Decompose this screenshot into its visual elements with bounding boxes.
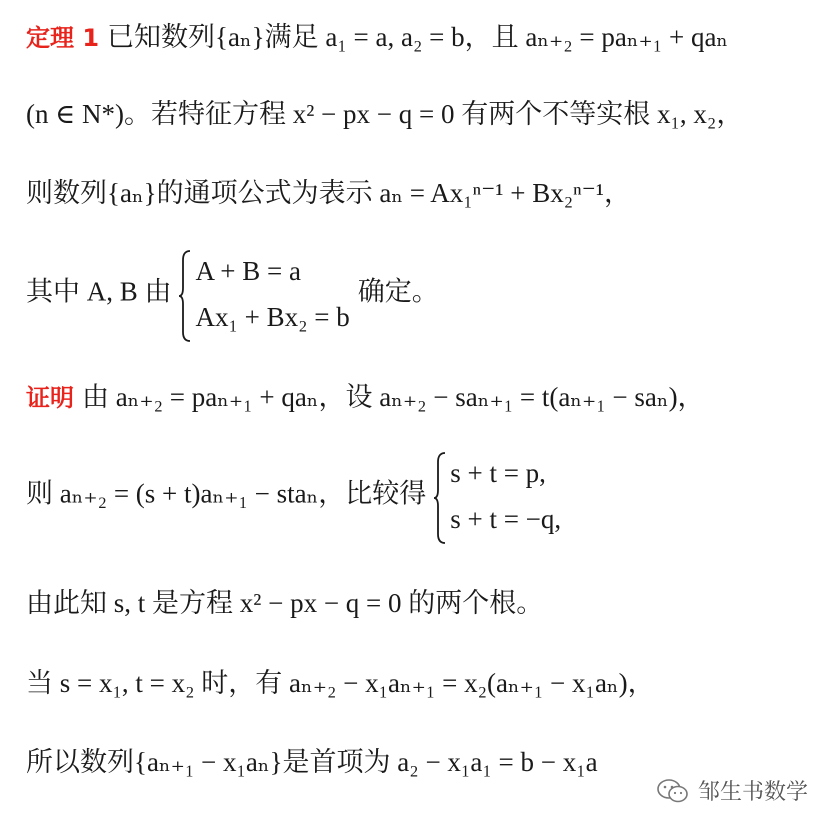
theorem-line-2 [26,97,743,132]
theorem-text-4-suffix: 确定。 [357,276,439,307]
theorem-text-3: 则数列{aₙ}的通项公式为表示 aₙ = Ax₁ⁿ⁻¹ + Bx₂ⁿ⁻¹， [26,178,631,208]
proof-text-2-prefix: 则 aₙ₊₂ = (s + t)aₙ₊₁ − staₙ，比较得 [26,478,427,509]
theorem-system-row-2: Ax₁ + Bx₂ = b [195,302,350,332]
proof-line-4 [26,666,655,701]
theorem-line-3 [26,176,631,211]
theorem-text-1: 已知数列{aₙ}满足 a₁ = a, a₂ = b，且 aₙ₊₂ = paₙ₊₁ + qaₙ [107,22,729,52]
theorem-equation-system [179,248,349,340]
watermark-text: 邹生书数学 [697,780,808,805]
watermark [656,775,808,806]
theorem-label: 定理 1 [26,24,100,52]
proof-line-1 [26,380,705,415]
proof-text-1: 由 aₙ₊₂ = paₙ₊₁ + qaₙ，设 aₙ₊₂ − saₙ₊₁ = t(aₙ₊₁ − saₙ)， [81,382,705,412]
proof-system-row-1: s + t = p, [450,458,546,488]
proof-system-row-2: s + t = −q, [450,504,562,534]
proof-line-2 [26,450,561,542]
wechat-icon [656,778,690,804]
left-brace [179,250,191,342]
theorem-text-4-prefix: 其中 A, B 由 [26,276,172,307]
proof-equation-system [434,450,561,542]
proof-text-4: 当 s = x₁, t = x₂ 时，有 aₙ₊₂ − x₁aₙ₊₁ = x₂(aₙ₊₁ − x₁aₙ)， [26,668,655,698]
proof-label: 证明 [26,384,74,412]
proof-line-5 [26,745,598,780]
left-brace [434,452,446,544]
theorem-line-1 [26,20,728,55]
theorem-text-2: (n ∈ N*)。若特征方程 x² − px − q = 0 有两个不等实根 x₁, x₂， [26,99,744,129]
theorem-system-row-1: A + B = a [195,256,301,286]
theorem-line-4 [26,248,439,340]
proof-text-5: 所以数列{aₙ₊₁ − x₁aₙ}是首项为 a₂ − x₁a₁ = b − x₁a [26,747,598,777]
proof-text-3: 由此知 s, t 是方程 x² − px − q = 0 的两个根。 [26,588,544,618]
proof-line-3 [26,586,543,621]
